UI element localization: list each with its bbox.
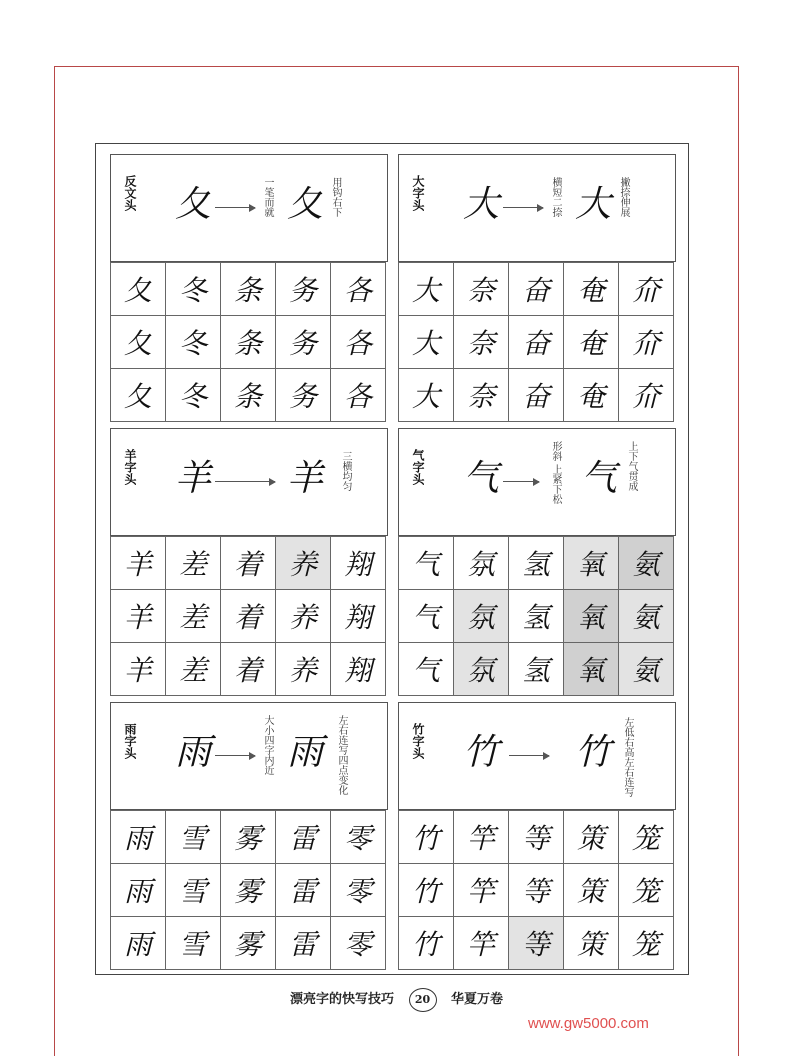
grid-cell: 竿 — [454, 864, 509, 917]
grid-cell: 养 — [276, 537, 331, 590]
grid-cell: 着 — [221, 537, 276, 590]
radical-label: 羊字头 — [123, 449, 137, 485]
grid-cell: 羊 — [111, 537, 166, 590]
grid-cell: 大 — [399, 316, 454, 369]
grid-cell: 氧 — [564, 643, 619, 696]
practice-grid — [398, 536, 674, 696]
grid-cell: 大 — [399, 263, 454, 316]
grid-cell: 雨 — [111, 811, 166, 864]
grid-cell: 氢 — [509, 537, 564, 590]
note-1: 大小四字内近 — [262, 715, 273, 775]
arrow-icon — [215, 207, 255, 208]
note-2: 用钩右下 — [330, 177, 341, 217]
grid-cell: 差 — [166, 537, 221, 590]
grid-cell: 奄 — [564, 263, 619, 316]
grid-cell: 大 — [399, 369, 454, 422]
grid-cell: 奋 — [509, 316, 564, 369]
example-from: 雨 — [175, 732, 212, 773]
grid-cell: 雷 — [276, 811, 331, 864]
grid-cell: 羊 — [111, 590, 166, 643]
panel-header — [110, 154, 388, 262]
grid-cell: 着 — [221, 643, 276, 696]
grid-cell: 氛 — [454, 643, 509, 696]
grid-cell: 夂 — [111, 316, 166, 369]
grid-cell: 务 — [276, 316, 331, 369]
note-1: 形斜 上紧下松 — [550, 441, 561, 505]
grid-cell: 冬 — [166, 369, 221, 422]
grid-cell: 笼 — [619, 917, 674, 970]
grid-cell: 奋 — [509, 263, 564, 316]
example-from: 竹 — [463, 732, 500, 773]
grid-cell: 条 — [221, 316, 276, 369]
grid-cell: 雨 — [111, 917, 166, 970]
grid-cell: 差 — [166, 643, 221, 696]
publisher: 华夏万卷 — [451, 992, 504, 1007]
grid-cell: 笼 — [619, 864, 674, 917]
grid-cell: 等 — [509, 917, 564, 970]
grid-cell: 雪 — [166, 811, 221, 864]
grid-cell: 气 — [399, 537, 454, 590]
example-to: 气 — [581, 458, 618, 499]
grid-cell: 气 — [399, 643, 454, 696]
grid-cell: 羊 — [111, 643, 166, 696]
grid-cell: 冬 — [166, 316, 221, 369]
grid-cell: 务 — [276, 263, 331, 316]
grid-cell: 氢 — [509, 643, 564, 696]
example-from: 大 — [463, 184, 500, 225]
grid-cell: 零 — [331, 811, 386, 864]
grid-cell: 竹 — [399, 864, 454, 917]
panel-header — [110, 428, 388, 536]
grid-cell: 氨 — [619, 537, 674, 590]
radical-label: 反文头 — [123, 175, 137, 211]
radical-label: 竹字头 — [411, 723, 425, 759]
grid-cell: 夂 — [111, 263, 166, 316]
grid-cell: 夂 — [111, 369, 166, 422]
grid-cell: 奄 — [564, 316, 619, 369]
panel-qi-zi-tou — [398, 428, 676, 696]
panel-header — [110, 702, 388, 810]
grid-cell: 竹 — [399, 811, 454, 864]
grid-cell: 各 — [331, 263, 386, 316]
panel-fan-wen-tou — [110, 154, 388, 422]
example-to: 夂 — [287, 184, 324, 225]
grid-cell: 奋 — [509, 369, 564, 422]
grid-cell: 务 — [276, 369, 331, 422]
grid-cell: 各 — [331, 316, 386, 369]
grid-cell: 夼 — [619, 263, 674, 316]
grid-cell: 夼 — [619, 316, 674, 369]
panel-yang-zi-tou — [110, 428, 388, 696]
grid-cell: 条 — [221, 263, 276, 316]
page-footer — [0, 988, 793, 1012]
practice-grid — [110, 262, 386, 422]
page-number: 20 — [409, 988, 437, 1012]
grid-cell: 雷 — [276, 917, 331, 970]
grid-cell: 氨 — [619, 643, 674, 696]
panel-zhu-zi-tou — [398, 702, 676, 970]
grid-cell: 雨 — [111, 864, 166, 917]
grid-cell: 策 — [564, 811, 619, 864]
grid-cell: 竿 — [454, 917, 509, 970]
note-2: 左右连写四点变化 — [336, 715, 347, 795]
note-1: 一笔而就 — [262, 177, 273, 217]
radical-label: 雨字头 — [123, 723, 137, 759]
grid-cell: 养 — [276, 590, 331, 643]
grid-cell: 策 — [564, 864, 619, 917]
arrow-icon — [503, 481, 539, 482]
grid-cell: 氛 — [454, 590, 509, 643]
grid-cell: 竹 — [399, 917, 454, 970]
grid-cell: 等 — [509, 864, 564, 917]
panel-header — [398, 702, 676, 810]
grid-cell: 策 — [564, 917, 619, 970]
radical-label: 气字头 — [411, 449, 425, 485]
grid-cell: 雾 — [221, 864, 276, 917]
book-title: 漂亮字的快写技巧 — [289, 992, 394, 1007]
grid-cell: 养 — [276, 643, 331, 696]
panel-yu-zi-tou — [110, 702, 388, 970]
grid-cell: 雪 — [166, 864, 221, 917]
practice-sheet — [95, 143, 689, 975]
grid-cell: 笼 — [619, 811, 674, 864]
example-to: 竹 — [575, 732, 612, 773]
arrow-icon — [503, 207, 543, 208]
grid-cell: 竿 — [454, 811, 509, 864]
grid-cell: 翔 — [331, 537, 386, 590]
panel-header — [398, 154, 676, 262]
note-1: 横短二捺 — [550, 177, 561, 217]
note-2: 上下气贯成 — [626, 441, 637, 491]
grid-cell: 夼 — [619, 369, 674, 422]
grid-cell: 奈 — [454, 263, 509, 316]
grid-cell: 氛 — [454, 537, 509, 590]
grid-cell: 雾 — [221, 917, 276, 970]
grid-cell: 氢 — [509, 590, 564, 643]
grid-cell: 氧 — [564, 590, 619, 643]
example-to: 大 — [575, 184, 612, 225]
practice-grid — [110, 810, 386, 970]
note-2: 撇捺伸展 — [618, 177, 629, 217]
grid-cell: 气 — [399, 590, 454, 643]
arrow-icon — [509, 755, 549, 756]
arrow-icon — [215, 481, 275, 482]
grid-cell: 奈 — [454, 369, 509, 422]
watermark-url: www.gw5000.com — [528, 1015, 649, 1032]
note-2: 左低右高左右连写 — [622, 717, 633, 797]
grid-cell: 差 — [166, 590, 221, 643]
radical-label: 大字头 — [411, 175, 425, 211]
grid-cell: 条 — [221, 369, 276, 422]
grid-cell: 雪 — [166, 917, 221, 970]
practice-grid — [398, 262, 674, 422]
grid-cell: 翔 — [331, 643, 386, 696]
arrow-icon — [215, 755, 255, 756]
example-to: 羊 — [287, 458, 324, 499]
panel-header — [398, 428, 676, 536]
practice-grid — [398, 810, 674, 970]
grid-cell: 等 — [509, 811, 564, 864]
note-2: 三横均匀 — [340, 451, 351, 491]
grid-cell: 雾 — [221, 811, 276, 864]
practice-grid — [110, 536, 386, 696]
grid-cell: 各 — [331, 369, 386, 422]
example-from: 羊 — [175, 458, 212, 499]
example-from: 夂 — [175, 184, 212, 225]
grid-cell: 氧 — [564, 537, 619, 590]
example-to: 雨 — [287, 732, 324, 773]
grid-cell: 零 — [331, 864, 386, 917]
grid-cell: 零 — [331, 917, 386, 970]
grid-cell: 氨 — [619, 590, 674, 643]
grid-cell: 奈 — [454, 316, 509, 369]
example-from: 气 — [463, 458, 500, 499]
grid-cell: 奄 — [564, 369, 619, 422]
grid-cell: 着 — [221, 590, 276, 643]
grid-cell: 翔 — [331, 590, 386, 643]
grid-cell: 雷 — [276, 864, 331, 917]
panel-da-zi-tou — [398, 154, 676, 422]
grid-cell: 冬 — [166, 263, 221, 316]
